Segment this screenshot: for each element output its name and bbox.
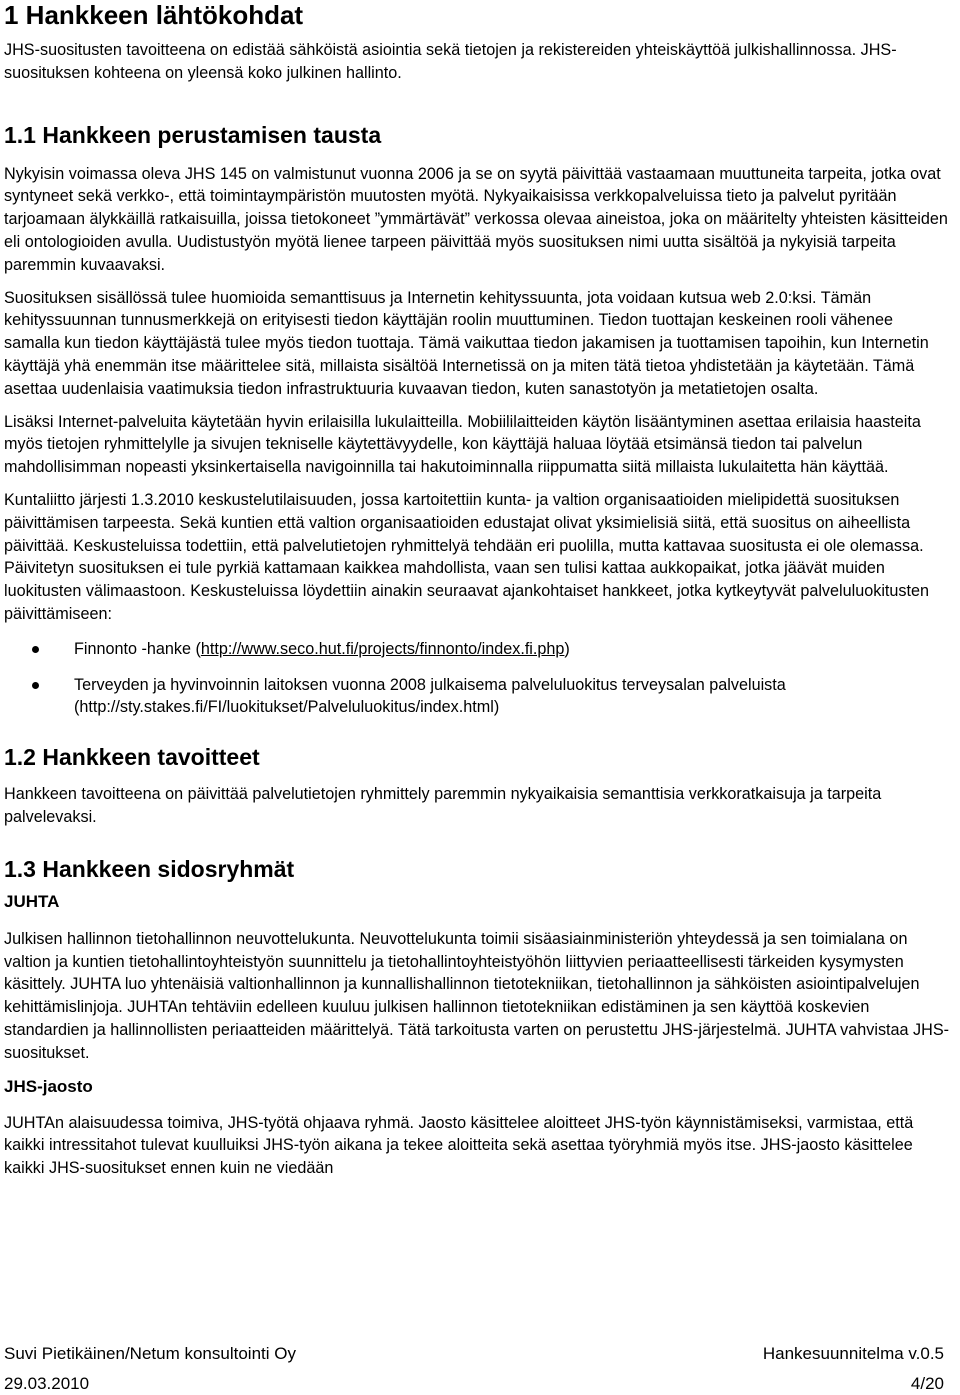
jaosto-heading: JHS-jaosto xyxy=(4,1076,93,1096)
finnonto-end: ) xyxy=(564,639,570,658)
finnonto-link[interactable]: http://www.seco.hut.fi/projects/finnonto/index.fi.php xyxy=(200,639,565,658)
section-1-1-para-1: Nykyisin voimassa oleva JHS 145 on valmistunut vuonna 2006 ja se on syytä päivittää vastaamaan muuttuneita tarpeita, jotka ovat syntyneet sekä verkko-, että toimintaympäristön muutosten myötä. Nykyaikaisissa verkkopalveluissa tieto ja palvelut pyritään tarjoamaan älykkäillä ratkaisuilla, joissa tietokoneet ”ymmärtävät” verkossa olevaa aineistoa, joka on määritelty yhteisten käsitteiden eli ontologioiden avulla. Uudistustyön myötä lienee tarpeen päivittää myös suosituksen nimi uutta sisältöä ja nykyisiä tarpeita paremmin kuvaavaksi. xyxy=(4,164,948,274)
section-1-1-para-4: Kuntaliitto järjesti 1.3.2010 keskustelutilaisuuden, jossa kartoitettiin kunta- ja valtion organisaatioiden mielipidettä suosituksen päivittämisen tarpeesta. Sekä kuntien että valtion organisaatioiden edustajat olivat yksimielisiä siitä, että suositus on aiheellista päivittää. Keskusteluissa todettiin, että palvelutietojen ryhmittelyä tehdään eri puolilla, mutta kattavaa suositusta ei ole olemassa. Päivitetyn suosituksen ei tule pyrkiä kattamaan kaikkea mahdollista, vaan sen tulisi kattaa aukkopaikat, jotka jäävät muiden luokitusten välimaastoon. Keskusteluissa löydettiin ainakin seuraavat ajankohtaiset hankkeet, jotka kytkeytyvät palveluluokitusten päivittämiseen: xyxy=(4,490,930,623)
section-1-1-para-3: Lisäksi Internet-palveluita käytetään hyvin erilaisilla lukulaitteilla. Mobiililaitteiden käytön lisääntyminen asettaa erilaisia haasteita myös tietojen ryhmittelylle ja sivujen tekniselle käytettävyydelle, kon käyttäjä haluaa löytää etsimänsä tiedon tai palvelun mahdollisimman nopeasti yksinkertaisella navigoinnilla tai hakutoiminnalla riippumatta siitä millaista lukulaitetta hän käyttää. xyxy=(4,412,921,477)
heading-1: 1 Hankkeen lähtökohdat xyxy=(4,0,304,30)
section-1-1-para-2: Suosituksen sisällössä tulee huomioida semanttisuus ja Internetin kehityssuunta, jota voidaan kutsua web 2.0:ksi. Tämän kehityssuunnan tunnusmerkkejä on erityisesti tiedon käyttäjän roolin muuttuminen. Tiedon tuottajan keskeinen rooli vähenee samalla kun tiedon käyttäjästä tulee myös tiedon tuottaja. Tämä vaikuttaa tiedon jakamisen ja tuottamisen tapoihin, kun Internetin käyttäjä yhä enemmän itse määrittelee sitä, millaista sisältöä Internetissä on ja miten tätä tietoa yhdistetään ja käytetään. Tämä asettaa uudenlaisia vaatimuksia tiedon infrastruktuuria kuvaavan tiedon, kuten sanastotyön ja metatietojen osalta. xyxy=(4,288,929,398)
section-1-3-heading: 1.3 Hankkeen sidosryhmät xyxy=(4,855,295,882)
list-item xyxy=(4,674,952,720)
intro-paragraph: JHS-suositusten tavoitteena on edistää sähköistä asiointia sekä tietojen ja rekistereiden yhteiskäyttöä julkishallinnossa. JHS-suosituksen kohteena on yleensä koko julkinen hallinto. xyxy=(4,41,897,82)
section-1-2-heading: 1.2 Hankkeen tavoitteet xyxy=(4,744,260,771)
juhta-paragraph: Julkisen hallinnon tietohallinnon neuvottelukunta. Neuvottelukunta toimii sisäasiainministeriön yhteydessä ja sen toimialana on valtion ja kuntien tietohallintoyhteistyön suunnittelu ja tietohallintoyhteistyöhön liittyvien periaatteellisesti tärkeiden kysymysten käsittely. JUHTA luo yhtenäisiä valtionhallinnon ja kunnallishallinnon tietotekniikan, tietohallinnon ja sähköisten asiointipalvelujen kehittämislinjoja. JUHTAn tehtäviin edelleen kuuluu julkisen hallinnon tietotekniikan edistäminen ja sen käyttöä koskevien standardien ja hallinnollisten periaatteiden määrittelyä. Tätä tarkoitusta varten on perustettu JHS-järjestelmä. JUHTA vahvistaa JHS-suositukset. xyxy=(4,929,950,1062)
bullet-icon xyxy=(32,646,39,653)
footer-row-2 xyxy=(4,1373,944,1395)
list-item xyxy=(4,638,952,661)
document-page xyxy=(4,0,952,1180)
finnonto-text: Finnonto -hanke ( xyxy=(74,639,201,658)
footer-author: Suvi Pietikäinen/Netum konsultointi Oy xyxy=(4,1344,296,1363)
juhta-heading: JUHTA xyxy=(4,891,60,911)
section-1-1-heading: 1.1 Hankkeen perustamisen tausta xyxy=(4,121,382,148)
footer-date: 29.03.2010 xyxy=(4,1374,90,1393)
footer-document: Hankesuunnitelma v.0.5 xyxy=(762,1344,944,1363)
footer-page-number: 4/20 xyxy=(910,1374,944,1393)
bullet-icon xyxy=(32,682,39,689)
thl-text: Terveyden ja hyvinvoinnin laitoksen vuonna 2008 julkaisema palveluluokitus terveysalan palveluista (http://sty.stakes.fi/FI/luokitukset/Palveluluokitus/index.html) xyxy=(74,675,786,717)
jaosto-paragraph: JUHTAn alaisuudessa toimiva, JHS-työtä ohjaava ryhmä. Jaosto käsittelee aloitteet JHS-työn käynnistämiseksi, varmistaa, että kaikki intressitahot tulevat kuulluiksi JHS-työn aikana ja tekee aloitteita sekä asettaa työryhmiä myös itse. JHS-jaosto käsittelee kaikki JHS-suositukset ennen kuin ne viedään xyxy=(4,1113,914,1178)
project-list xyxy=(4,638,952,719)
section-1-2-para: Hankkeen tavoitteena on päivittää palvelutietojen ryhmittely paremmin nykyaikaisia semanttisia verkkoratkaisuja ja tarpeita palvelevaksi. xyxy=(4,785,882,826)
footer-row-1 xyxy=(4,1343,944,1365)
